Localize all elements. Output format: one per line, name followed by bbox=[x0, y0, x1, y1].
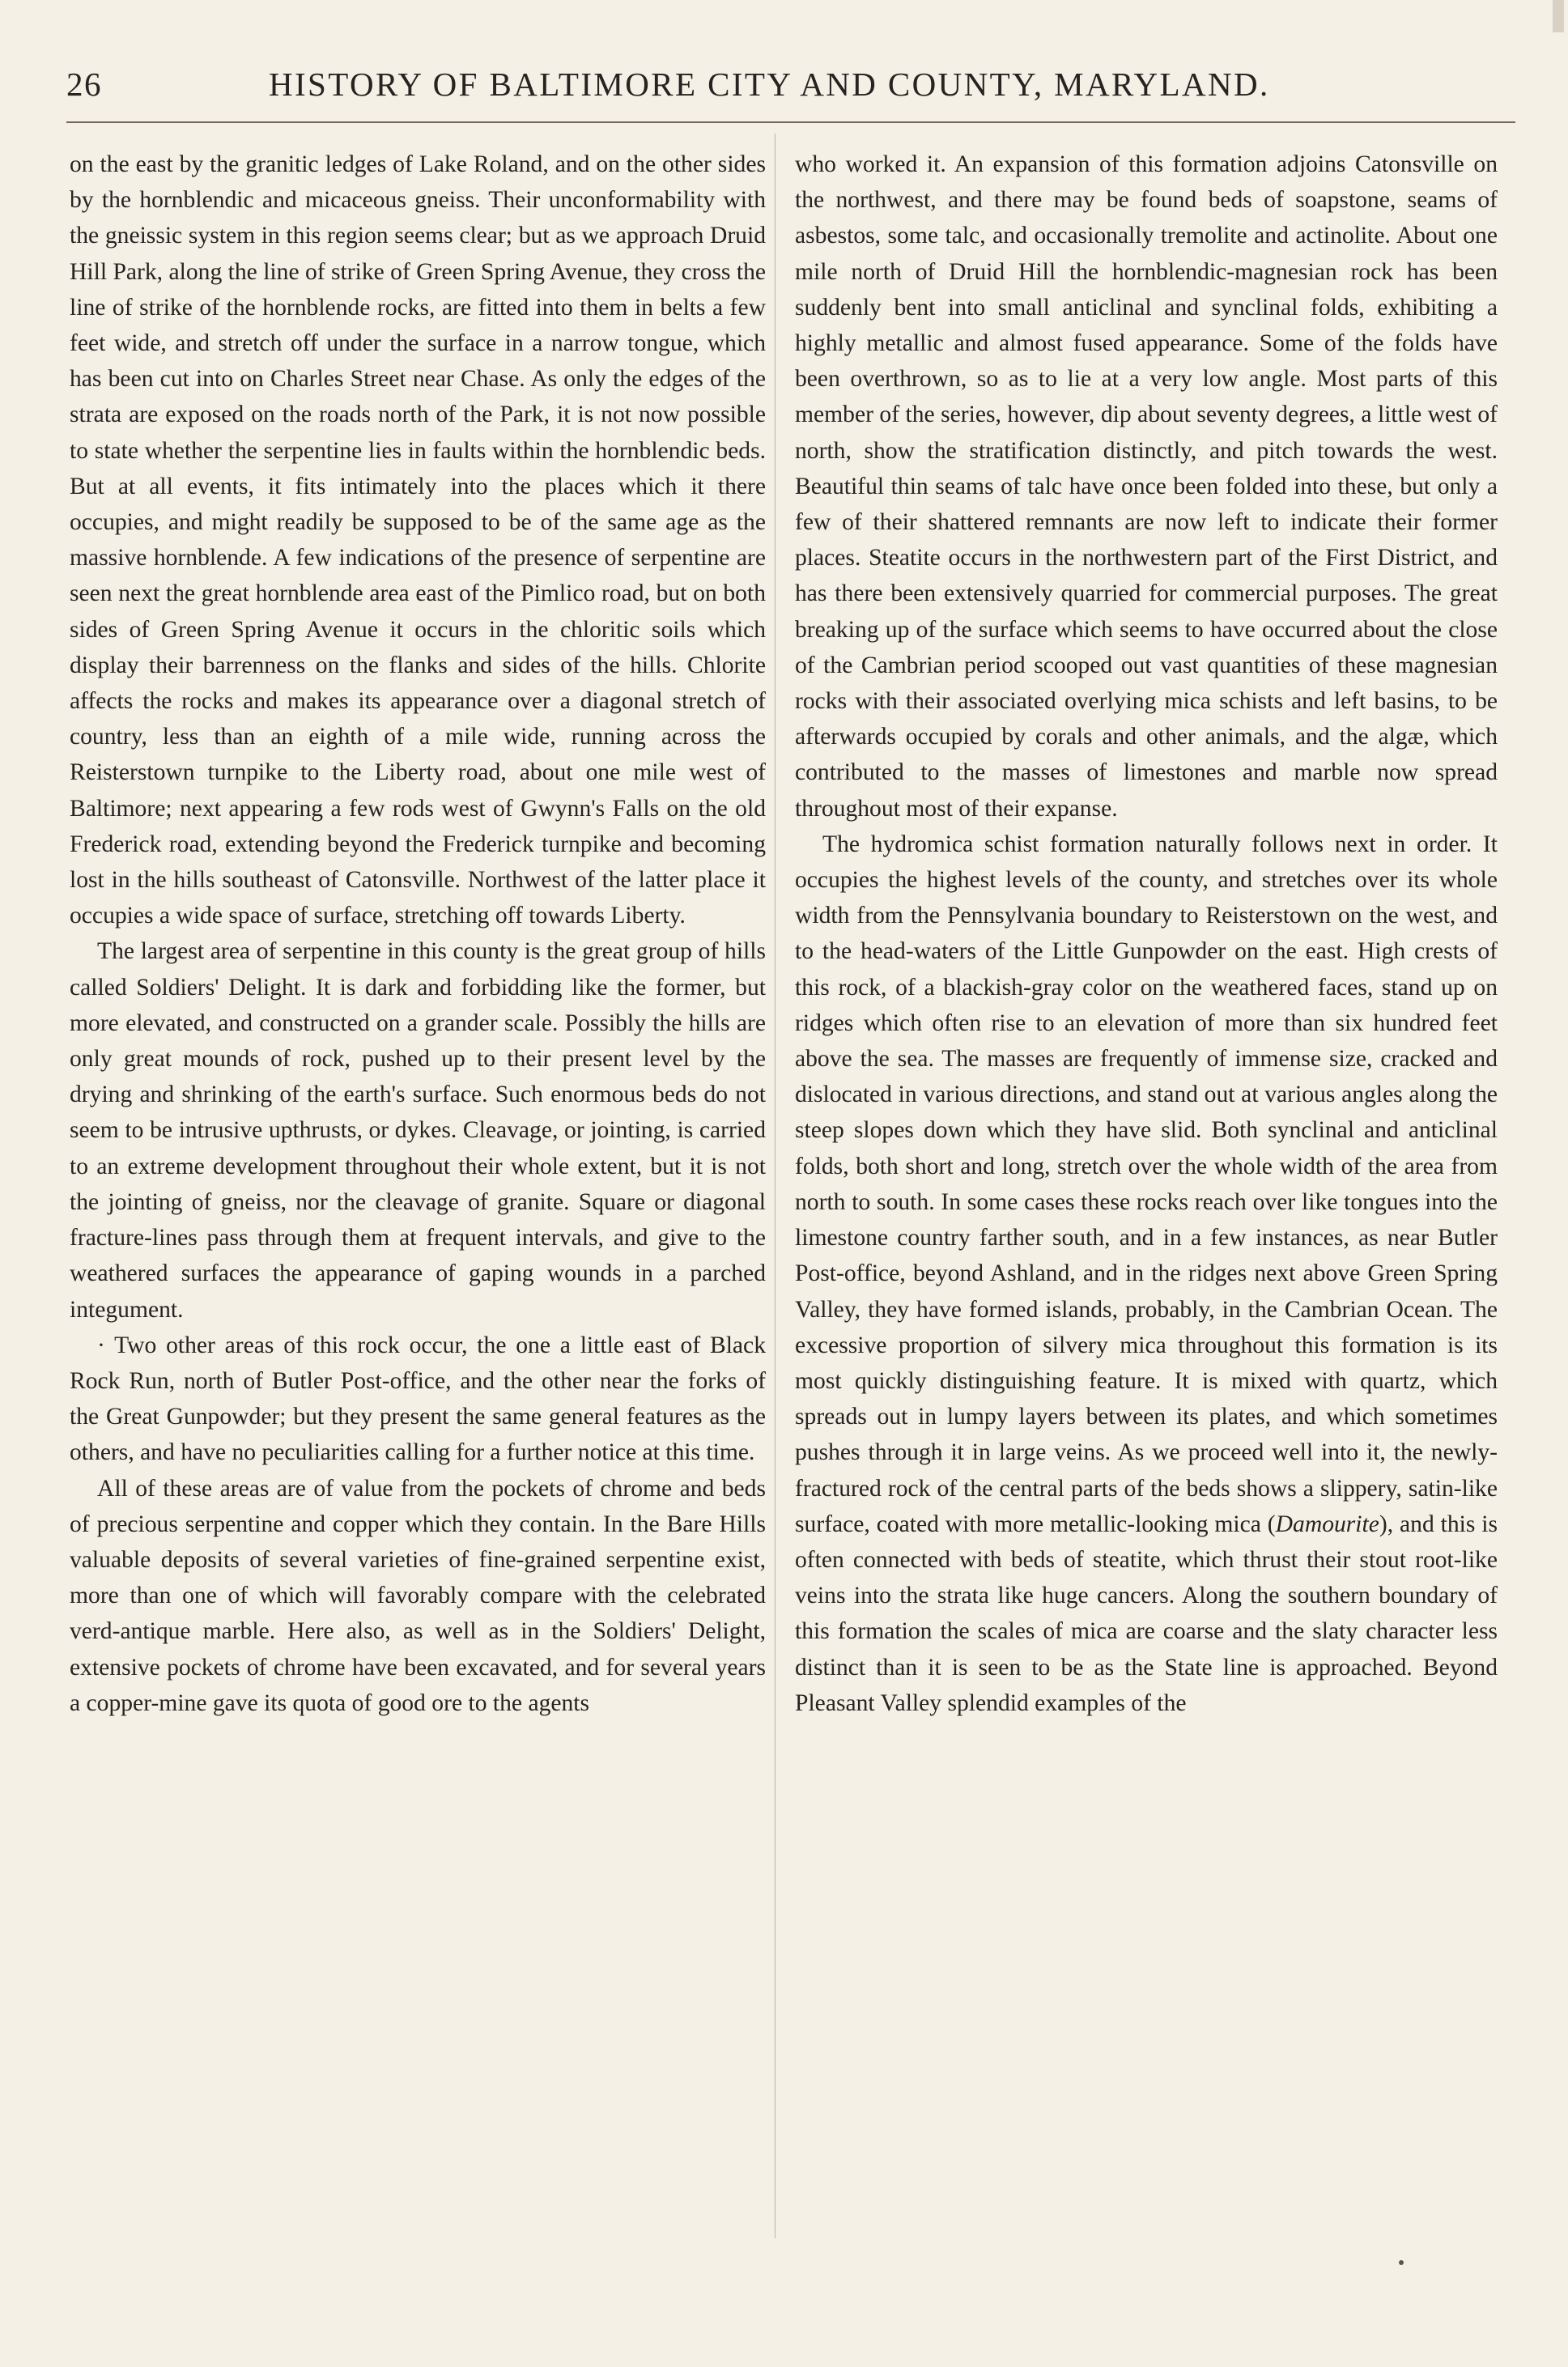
italic-term: Damourite bbox=[1275, 1511, 1379, 1537]
paragraph bbox=[795, 827, 1498, 1721]
column-divider bbox=[775, 134, 776, 2238]
paragraph: All of these areas are of value from the pockets of chrome and beds of precious serpentine and copper which they contain. In the Bare Hills valuable deposits of several varieties of fine-grained serpentine exist, more than one of which will favorably compare with the celebrated verd-antique marble. Here also, as well as in the Soldiers' Delight, extensive pockets of chrome have been excavated, and for several years a copper-mine gave its quota of good ore to the agents bbox=[70, 1475, 766, 1716]
text-run: The hydromica schist formation naturally follows next in order. It occupies the highest levels of the county, and stretches over its whole width from the Pennsylvania boundary to Reisterstown on the west, and to the head-waters of the Little Gunpowder on the east. High crests of this rock, of a blackish-gray color on the weathered faces, stand up on ridges which often rise to an elevation of more than six hundred feet above the sea. The masses are frequently of immense size, cracked and dislocated in various directions, and stand out at various angles along the steep slopes down which they have slid. Both synclinal and anticlinal folds, both short and long, stretch over the whole width of the area from north to south. In some cases these rocks reach over like tongues into the limestone country farther south, and in a few instances, as near Butler Post-office, beyond Ashland, and in the ridges next above Green Spring Valley, they have formed islands, probably, in the Cambrian Ocean. The excessive proportion of silvery mica throughout this formation is its most quickly distinguishing feature. It is mixed with quartz, which spreads out in lumpy layers between its plates, and which sometimes pushes through it in large veins. As we proceed well into it, the newly-fractured rock of the central parts of the beds shows a slippery, satin-like surface, coated with more metallic-looking mica ( bbox=[795, 831, 1498, 1537]
left-column bbox=[70, 147, 766, 1721]
page-number: 26 bbox=[66, 66, 102, 103]
page-header bbox=[66, 58, 1305, 107]
right-column bbox=[795, 147, 1498, 1721]
text-run: ), and this is often connected with beds of steatite, which thrust their stout root-like veins into the strata like huge cancers. Along the southern boundary of this formation the scales of mica are coarse and the slaty character less distinct than it is seen to be as the State line is approached. Beyond Pleasant Valley splendid examples of the bbox=[795, 1511, 1498, 1716]
paragraph: · Two other areas of this rock occur, the one a little east of Black Rock Run, north of Butler Post-office, and the other near the forks of the Great Gunpowder; but they present the same general features as the others, and have no peculiarities calling for a further notice at this time. bbox=[70, 1332, 766, 1466]
paragraph: who worked it. An expansion of this formation adjoins Catonsville on the northwest, and there may be found beds of soapstone, seams of asbestos, some talc, and occasionally tremolite and actinolite. About one mile north of Druid Hill the hornblendic-magnesian rock has been suddenly bent into small anticlinal and synclinal folds, exhibiting a highly metallic and almost fused appearance. Some of the folds have been overthrown, so as to lie at a very low angle. Most parts of this member of the series, however, dip about seventy degrees, a little west of north, show the stratification distinctly, and pitch towards the west. Beautiful thin seams of talc have once been folded into these, but only a few of their shattered remnants are now left to indicate their former places. Steatite occurs in the northwestern part of the First District, and has there been extensively quarried for commercial purposes. The great breaking up of the surface which seems to have occurred about the close of the Cambrian period scooped out vast quantities of these magnesian rocks with their associated overlying mica schists and left basins, to be afterwards occupied by corals and other animals, and the algæ, which contributed to the masses of limestones and marble now spread throughout most of their expanse. bbox=[795, 151, 1498, 822]
header-rule bbox=[66, 121, 1515, 123]
ink-dot bbox=[1399, 2260, 1404, 2265]
paragraph: on the east by the granitic ledges of Lake Roland, and on the other sides by the hornblendic and micaceous gneiss. Their unconformability with the gneissic system in this region seems clear; but as we approach Druid Hill Park, along the line of strike of Green Spring Avenue, they cross the line of strike of the hornblende rocks, are fitted into them in belts a few feet wide, and stretch off under the surface in a narrow tongue, which has been cut into on Charles Street near Chase. As only the edges of the strata are exposed on the roads north of the Park, it is not now possible to state whether the serpentine lies in faults within the hornblendic beds. But at all events, it fits intimately into the places which it there occupies, and might readily be supposed to be of the same age as the massive hornblende. A few indications of the presence of serpentine are seen next the great hornblende area east of the Pimlico road, but on both sides of Green Spring Avenue it occurs in the chloritic soils which display their barrenness on the flanks and sides of the hills. Chlorite affects the rocks and makes its appearance over a diagonal stretch of country, less than an eighth of a mile wide, running across the Reisterstown turnpike to the Liberty road, about one mile west of Baltimore; next appearing a few rods west of Gwynn's Falls on the old Frederick road, extending beyond the Frederick turnpike and becoming lost in the hills southeast of Catonsville. Northwest of the latter place it occupies a wide space of surface, stretching off towards Liberty. bbox=[70, 151, 766, 929]
paragraph: The largest area of serpentine in this county is the great group of hills called Soldiers' Delight. It is dark and forbidding like the former, but more elevated, and constructed on a grander scale. Possibly the hills are only great mounds of rock, pushed up to their present level by the drying and shrinking of the earth's surface. Such enormous beds do not seem to be intrusive upthrusts, or dykes. Cleavage, or jointing, is carried to an extreme development throughout their whole extent, but it is not the jointing of gneiss, nor the cleavage of granite. Square or diagonal fracture-lines pass through them at frequent intervals, and give to the weathered surfaces the appearance of gaping wounds in a parched integument. bbox=[70, 938, 766, 1323]
page-edge-mark bbox=[1553, 0, 1564, 32]
running-title: HISTORY OF BALTIMORE CITY AND COUNTY, MARYLAND. bbox=[269, 66, 1270, 103]
